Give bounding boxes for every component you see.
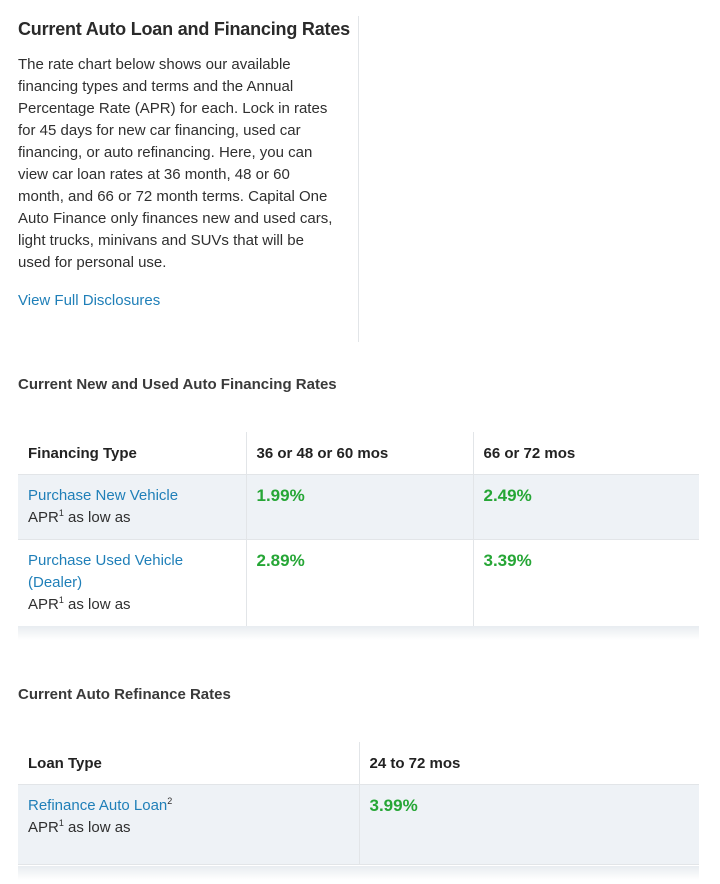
- apr-note: [28, 509, 131, 526]
- rate-value: 3.99%: [369, 796, 418, 815]
- apr-suffix: as low as: [63, 596, 131, 613]
- column-header-36-48-60: 36 or 48 or 60 mos: [246, 432, 473, 475]
- apr-suffix: as low as: [63, 509, 131, 526]
- page-title: Current Auto Loan and Financing Rates: [18, 19, 350, 39]
- apr-label: APR: [28, 509, 59, 526]
- apr-label: APR: [28, 596, 59, 613]
- intro-text: The rate chart below shows our available financing types and terms and the Annual Percentage Rate (APR) for each. Lock in rates for 45 days for new car financing, used car financing, or auto refinancing. Here, you can view car loan rates at 36 month, 48 or 60 month, and 66 or 72 month terms. Capital One Auto Finance only finances new and used cars, light trucks, minivans and SUVs that will be used for personal use.: [18, 56, 333, 271]
- rate-cell: [473, 475, 699, 540]
- purchase-new-vehicle-link[interactable]: Purchase New Vehicle: [28, 487, 179, 504]
- rate-cell: [246, 475, 473, 540]
- column-header-24-72: 24 to 72 mos: [359, 742, 699, 785]
- financing-type-cell: [18, 475, 246, 540]
- financing-rates-title: Current New and Used Auto Financing Rates: [18, 376, 337, 393]
- view-full-disclosures-link[interactable]: View Full Disclosures: [18, 292, 161, 309]
- apr-label: APR: [28, 819, 59, 836]
- intro-section: [18, 16, 359, 342]
- refinance-auto-loan-link[interactable]: Refinance Auto Loan: [28, 797, 168, 814]
- rate-value: 3.39%: [483, 551, 532, 570]
- table-shadow: [18, 626, 699, 640]
- rate-cell: [359, 785, 699, 865]
- rate-cell: [246, 540, 473, 627]
- apr-note: [28, 596, 131, 613]
- rate-cell: [473, 540, 699, 627]
- table-row: [18, 475, 699, 540]
- table-shadow: [18, 866, 699, 880]
- column-header-loan-type: Loan Type: [18, 742, 359, 785]
- financing-rates-table: [18, 432, 699, 627]
- refinance-rates-table: [18, 742, 699, 865]
- footnote-marker[interactable]: 1: [58, 595, 64, 605]
- rate-value: 2.89%: [256, 551, 305, 570]
- footnote-marker[interactable]: 1: [58, 818, 64, 828]
- table-row: [18, 540, 699, 627]
- apr-note: [28, 819, 131, 836]
- footnote-marker[interactable]: 1: [58, 508, 64, 518]
- footnote-marker[interactable]: 2: [167, 796, 173, 806]
- table-row: [18, 785, 699, 865]
- rate-value: 1.99%: [256, 486, 305, 505]
- loan-type-cell: [18, 785, 359, 865]
- financing-type-cell: [18, 540, 246, 627]
- column-header-66-72: 66 or 72 mos: [473, 432, 699, 475]
- refinance-rates-title: Current Auto Refinance Rates: [18, 686, 231, 703]
- table-header-row: [18, 432, 699, 475]
- apr-suffix: as low as: [63, 819, 131, 836]
- table-header-row: [18, 742, 699, 785]
- refinance-type: [28, 795, 349, 817]
- column-header-financing-type: Financing Type: [18, 432, 246, 475]
- rate-value: 2.49%: [483, 486, 532, 505]
- purchase-used-vehicle-link[interactable]: Purchase Used Vehicle (Dealer): [28, 552, 184, 591]
